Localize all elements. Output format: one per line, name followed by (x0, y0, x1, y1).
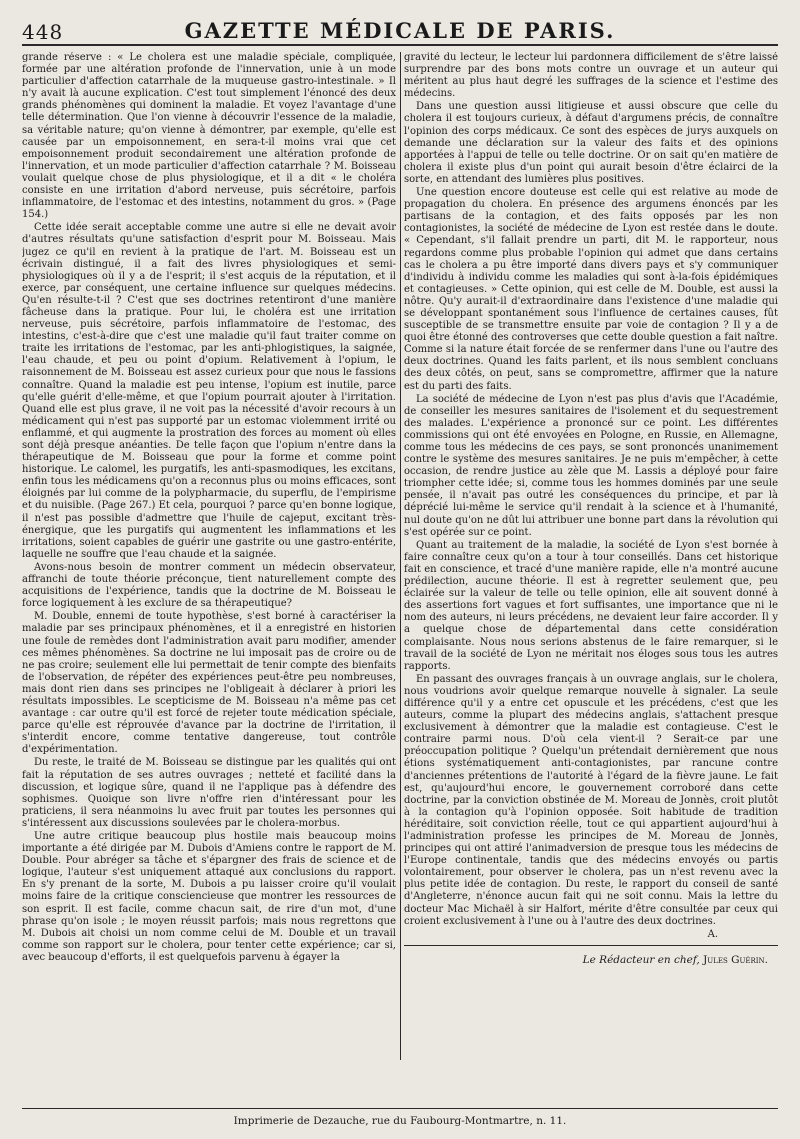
paragraph: Cette idée serait acceptable comme une autre si elle ne devait avoir d'autres résultats qu'une satisfaction d'esprit pour M. Boisseau. Mais jugez ce qu'il en revient à la pratique de l'art. M. Boisseau est un écrivain distingué, il a fait des livres physiologiques et semi-physiologiques où il y a de l'esprit; il s'est acquis de la réputation, et il exerce, par conséquent, une certaine influence sur quelques médecins. Qu'en résulte-t-il ? C'est que ses doctrines retentiront d'une manière fâcheuse dans la pratique. Pour lui, le choléra est une irritation nerveuse, puis sécrétoire, parfois inflammatoire de l'estomac, des intestins, c'est-à-dire que c'est une maladie qu'il faut traiter comme on traite les irritations de l'estomac, par les anti-phlogistiques, la saignée, l'eau chaude, et peu ou point d'opium. Relativement à l'opium, le raisonnement de M. Boisseau est assez curieux pour que nous le fassions connaître. Quand la maladie est peu intense, l'opium est inutile, parce qu'elle guérit d'elle-même, et que l'opium pourrait ajouter à l'irritation. Quand elle est plus grave, il ne voit pas la nécessité d'avoir recours à un médicament qui n'est pas supporté par un estomac violemment irrité ou enflammé, et qui augmente la prostration des forces au moment où elles sont déjà presque anéanties. De telle façon que l'opium n'entre dans la thérapeutique de M. Boisseau que pour la forme et comme point historique. Le calomel, les purgatifs, les anti-spasmodiques, les excitans, enfin tous les médicamens qu'on a reconnus plus ou moins efficaces, sont éloignés par lui comme de la polypharmacie, du superflu, de l'empirisme et du nuisible. (Page 267.) Et cela, pourquoi ? parce qu'en bonne logique, il n'est pas possible d'admettre que l'huile de cajeput, excitant très-énergique, que les purgatifs qui augmentent les inflammations et les irritations, soient capables de guérir une gastrite ou une gastro-entérite, laquelle ne souffre que l'eau chaude et la saignée. (22, 222, 396, 560)
article-initial: A. (707, 928, 718, 940)
paragraph: M. Double, ennemi de toute hypothèse, s'est borné à caractériser la maladie par ses principaux phénomènes, et il a enregistré en historien une foule de remèdes dont l'administration avait paru modifier, amender ces mêmes phénomènes. Sa doctrine ne lui imposait pas de croire ou de ne pas croire; seulement elle lui permettait de tenir compte des bienfaits de l'observation, de répéter des expériences peut-être peu nombreuses, mais dont rien dans ses principes ne l'obligeait à déclarer à priori les résultats impossibles. Le scepticisme de M. Boisseau n'a même pas cet avantage : car outre qu'il est forcé de rejeter toute médication spéciale, parce qu'elle est réprouvée d'avance par la doctrine de l'irritation, il s'interdit encore, comme tentative dangereuse, tout contrôle d'expérimentation. (22, 611, 396, 756)
signature-divider (404, 945, 778, 946)
editor-signature (404, 954, 778, 966)
printer-imprint: Imprimerie de Dezauche, rue du Faubourg-Montmartre, n. 11. (22, 1108, 778, 1127)
paragraph: Du reste, le traité de M. Boisseau se distingue par les qualités qui ont fait la réputation de ses autres ouvrages ; netteté et facilité dans la discussion, et logique sûre, quand il ne l'applique pas à défendre des sophismes. Quoique son livre n'offre rien d'intéressant pour les praticiens, il sera néanmoins lu avec fruit par toutes les personnes qui s'intéressent aux discussions soulevées par le cholera-morbus. (22, 757, 396, 829)
paragraph: gravité du lecteur, le lecteur lui pardonnera difficilement de s'être laissé surprendre par des bons mots contre un ouvrage et un auteur qui méritent au plus haut degré les suffrages de la science et l'estime des médecins. (404, 52, 778, 100)
paragraph: La société de médecine de Lyon n'est pas plus d'avis que l'Académie, de conseiller les mesures sanitaires de l'isolement et du sequestrement des malades. L'expérience a prononcé sur ce point. Les différentes commissions qui ont été envoyées en Pologne, en Russie, en Allemagne, comme tous les médecins de ces pays, se sont prononcés unanimement contre le système des mesures sanitaires. Je ne puis m'empêcher, à cette occasion, de rendre justice au zèle que M. Lassis a déployé pour faire triompher cette idée; si, comme tous les hommes dominés par une seule pensée, il n'avait pas outré les conséquences du principe, et par là déprécié lui-même le service qu'il rendait à la science et à l'humanité, nul doute qu'on ne dût lui attribuer une bonne part dans la révolution qui s'est opérée sur ce point. (404, 393, 778, 538)
journal-title: GAZETTE MÉDICALE DE PARIS. (184, 18, 616, 43)
right-column (404, 52, 778, 1060)
column-divider (400, 52, 401, 1060)
paragraph: En passant des ouvrages français à un ouvrage anglais, sur le cholera, nous voudrions avoir quelque remarque nouvelle à signaler. La seule différence qu'il y a entre cet opuscule et les précédens, c'est que les auteurs, comme la plupart des médecins anglais, s'attachent presque exclusivement à démontrer que la maladie est contagieuse. C'est le contraire parmi nous. D'où cela vient-il ? Serait-ce par une préoccupation politique ? Quelqu'un prétendait dernièrement que nous étions systématiquement anti-contagionistes, par rancune contre d'anciennes prétentions de l'autorité à l'égard de la fièvre jaune. Le fait est, qu'aujourd'hui encore, le gouvernement corroboré dans cette doctrine, par la conviction obstinée de M. Moreau de Jonnès, croit plutôt à la contagion qu'à l'opinion opposée. Soit habitude de tradition héréditaire, soit conviction réelle, tout ce qui appartient aujourd'hui à l'administration professe les principes de M. Moreau de Jonnès, principes qui ont attiré l'animadversion de presque tous les médecins de l'Europe continentale, tandis que des médecins envoyés ou partis volontairement, pour observer le cholera, pas un n'est revenu avec la plus petite idée de contagion. Du reste, le rapport du conseil de santé d'Angleterre, n'énonce aucun fait qui ne soit connu. Mais la lettre du docteur Mac Michaël à sir Halfort, mérite d'être consultée par ceux qui croient exclusivement à l'une ou à l'autre des deux doctrines. (404, 673, 778, 927)
article-columns (22, 52, 778, 1060)
left-column (22, 52, 396, 1060)
page-header (22, 10, 778, 46)
paragraph: Quant au traitement de la maladie, la société de Lyon s'est bornée à faire connaître ceux qu'on a tour à tour conseillés. Dans cet historique fait en conscience, et tracé d'une manière rapide, elle n'a montré aucune prédilection, aucune théorie. Il est à regretter seulement que, peu éclairée sur la valeur de telle ou telle opinion, elle ait souvent donné à des assertions fort vagues et fort suffisantes, une importance que ni le nom des auteurs, ni leurs précédens, ne devaient leur faire accorder. Il y a quelque chose de départemental dans cette considération complaisante. Nous nous serions abstenus de le faire remarquer, si le travail de la société de Lyon ne méritait nos éloges sous tous les autres rapports. (404, 539, 778, 672)
signature-name: Jules Guérin. (703, 953, 768, 966)
paragraph: grande réserve : « Le cholera est une maladie spéciale, compliquée, formée par une altération profonde de l'innervation, unie à un mode particulier d'affection catarrhale de la muqueuse gastro-intestinale. » Il n'y avait là aucune explication. C'est tout simplement l'énoncé des deux grands phénomènes qui dominent la maladie. Et voyez l'avantage d'une telle détermination. Que l'on vienne à découvrir l'essence de la maladie, sa véritable nature; qu'on vienne à démontrer, par exemple, qu'elle est causée par un empoisonnement, en sera-t-il moins vrai que cet empoisonnement produit secondairement une altération profonde de l'innervation, et un mode particulier d'affection catarrhale ? M. Boisseau voulait quelque chose de plus physiologique, et il a dit « le choléra consiste en une irritation d'abord nerveuse, puis sécrétoire, parfois inflammatoire, de l'estomac et des intestins, notamment du gros. » (Page 154.) (22, 52, 396, 221)
paragraph: Une autre critique beaucoup plus hostile mais beaucoup moins importante a été dirigée par M. Dubois d'Amiens contre le rapport de M. Double. Pour abréger sa tâche et s'épargner des frais de science et de logique, l'auteur s'est uniquement attaqué aux conclusions du rapport. En s'y prenant de la sorte, M. Dubois a pu laisser croire qu'il voulait moins faire de la critique consciencieuse que montrer les ressources de son esprit. Il est facile, comme chacun sait, de rire d'un mot, d'une phrase qu'on isole ; le moyen réussit parfois; mais nous regrettons que M. Dubois ait choisi un nom comme celui de M. Double et un travail comme son rapport sur le cholera, pour tenter cette expérience; car si, avec beaucoup d'efforts, il est quelquefois parvenu à égayer la (22, 831, 396, 963)
paragraph: Une question encore douteuse est celle qui est relative au mode de propagation du cholera. En présence des argumens énoncés par les partisans de la contagion, et des faits opposés par les non contagionistes, la société de médecine de Lyon est restée dans le doute. « Cependant, s'il fallait prendre un parti, dit M. le rapporteur, nous regardons comme plus probable l'opinion qui admet que dans certains cas le cholera a pu être importé dans divers pays et s'y communiquer d'individu à individu comme les maladies qui sont à-la-fois épidémiques et contagieuses. » Cette opinion, qui est celle de M. Double, est aussi la nôtre. Qu'y aurait-il d'extraordinaire dans l'existence d'une maladie qui se développant spontanément sous l'influence de certaines causes, fût susceptible de se transmettre ensuite par voie de contagion ? Il y a de quoi être étonné des controverses que cette double question a fait naître. Comme si la nature était forcée de se renfermer dans l'une ou l'autre des deux doctrines. Quand les faits parlent, et ils nous semblent concluans des deux côtés, on peut, sans se compromettre, affirmer que la nature est du parti des faits. (404, 187, 778, 392)
signature-prefix: Le Rédacteur en chef, (582, 953, 700, 966)
paragraph: Avons-nous besoin de montrer comment un médecin observateur, affranchi de toute théorie préconçue, tient naturellement compte des acquisitions de l'expérience, tandis que la doctrine de M. Boisseau le force logiquement à les exclure de sa thérapeutique? (22, 561, 396, 610)
paragraph: Dans une question aussi litigieuse et aussi obscure que celle du cholera il est toujours curieux, à défaut d'argumens précis, de connaître l'opinion des corps médicaux. Ce sont des espèces de jurys auxquels on demande une déclaration sur la valeur des faits et des opinions apportées à l'appui de telle ou telle doctrine. Or on sait qu'en matière de cholera il existe plus d'un point qui aurait besoin d'être éclairci de la sorte, en attendant des lumières plus positives. (404, 101, 778, 185)
page-number: 448 (22, 20, 64, 44)
